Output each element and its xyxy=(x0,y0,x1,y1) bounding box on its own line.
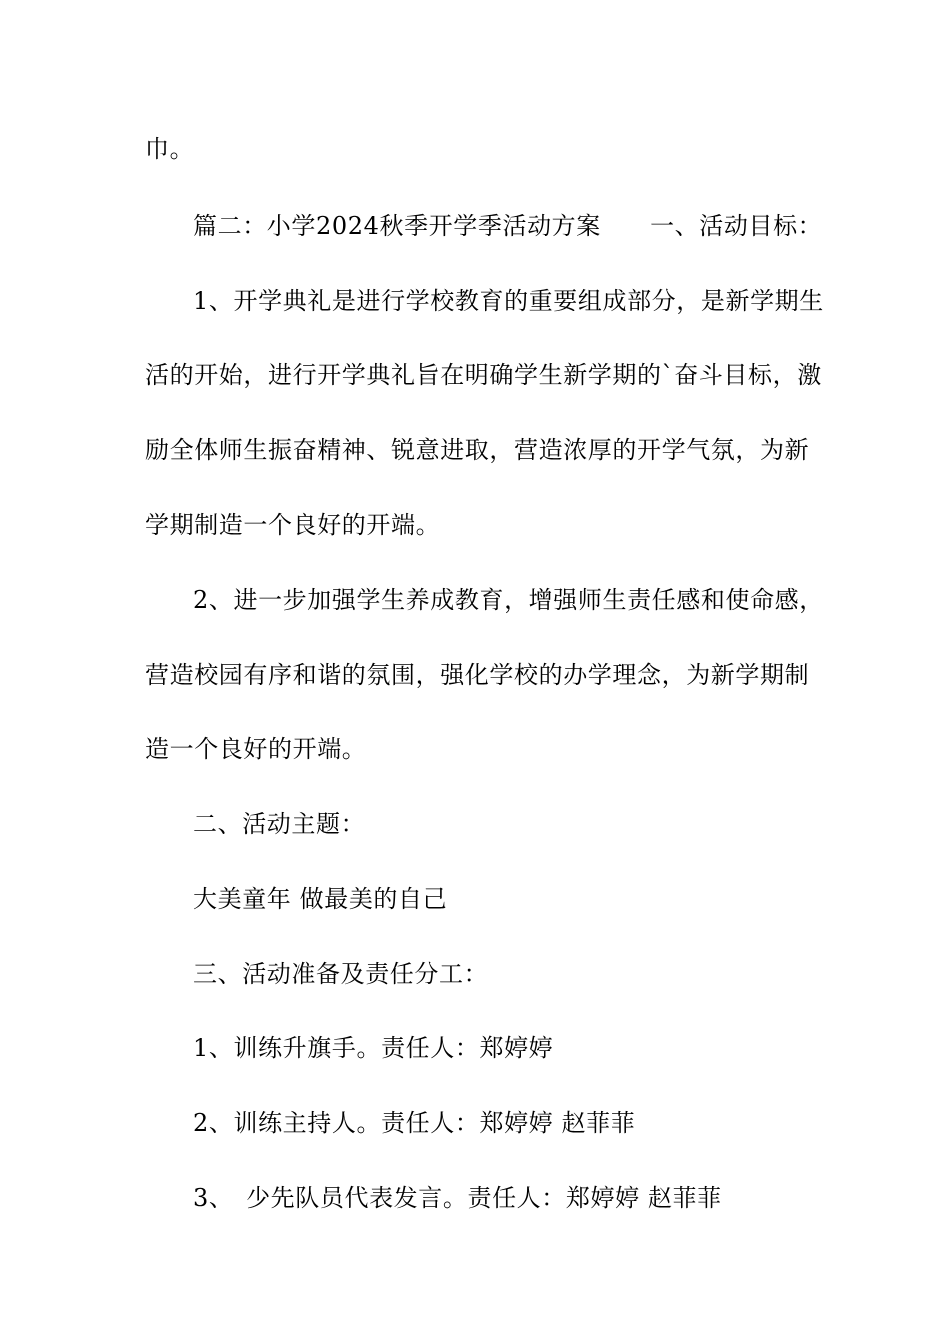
text-line: 学期制造一个良好的开端。 xyxy=(145,511,441,539)
text-line: 2、进一步加强学生养成教育，增强师生责任感和使命感， xyxy=(193,586,824,614)
text-line: 1、开学典礼是进行学校教育的重要组成部分，是新学期生 xyxy=(193,287,824,315)
text-line: 励全体师生振奋精神、锐意进取，营造浓厚的开学气氛，为新 xyxy=(145,436,810,464)
text-line: 造一个良好的开端。 xyxy=(145,735,367,763)
section-heading: 二、活动主题： xyxy=(193,810,366,838)
text-line: 活的开始，进行开学典礼旨在明确学生新学期的`奋斗目标，激 xyxy=(145,361,822,389)
text-line: 大美童年 做最美的自己 xyxy=(193,885,448,913)
text-line: 营造校园有序和谐的氛围，强化学校的办学理念，为新学期制 xyxy=(145,661,810,689)
list-item: 2、训练主持人。责任人：郑婷婷 赵菲菲 xyxy=(193,1109,636,1137)
text-line: 巾。 xyxy=(145,135,195,163)
section-heading: 篇二：小学2024秋季开学季活动方案 一、活动目标： xyxy=(193,212,823,240)
list-item: 3、 少先队员代表发言。责任人：郑婷婷 赵菲菲 xyxy=(193,1184,722,1212)
section-heading: 三、活动准备及责任分工： xyxy=(193,960,489,988)
list-item: 1、训练升旗手。责任人：郑婷婷 xyxy=(193,1034,554,1062)
